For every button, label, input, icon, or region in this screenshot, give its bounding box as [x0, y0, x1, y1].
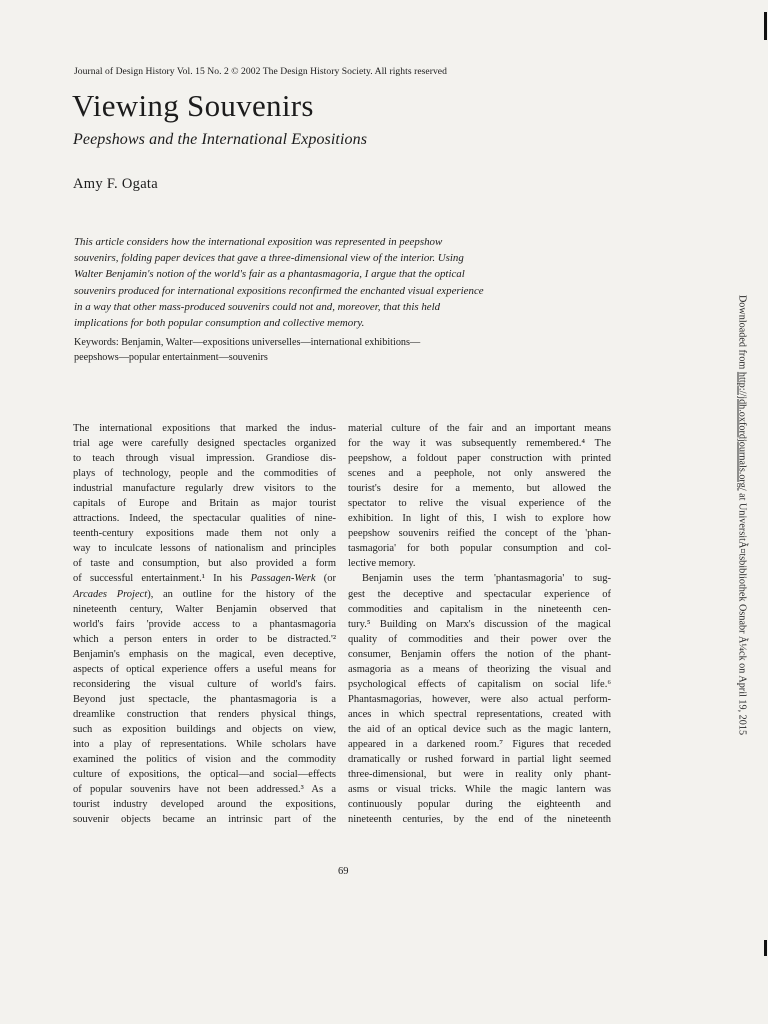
abstract-line: in a way that other mass-produced souvenirs could not and, moreover, that this held: [74, 300, 441, 313]
body-line: psychological effects of capitalism on social life.⁶: [348, 678, 611, 690]
body-line: the aid of an optical device such as the magic lantern,: [348, 723, 611, 735]
article-title: Viewing Souvenirs: [72, 88, 314, 123]
body-line: Phantasmagorias, however, were also actual perform-: [348, 693, 611, 705]
download-notice-suffix: at UniversitÃ¤tsbibliothek Osnabr Ã¼ck on April 19, 2015: [736, 490, 748, 736]
body-line: asms or visual tricks. While the magic lantern was: [348, 784, 611, 796]
body-line: commodities and capitalism in the nineteenth cen-: [348, 603, 611, 615]
body-line: reconsidering the visual culture of world's fairs.: [73, 678, 336, 690]
keywords-line: peepshows—popular entertainment—souvenirs: [74, 351, 268, 363]
body-line: way to inculcate lessons of nationalism and principles: [73, 543, 336, 555]
keywords: [74, 336, 494, 365]
keywords-text: Benjamin, Walter—expositions universelles—international exhibitions—: [118, 337, 421, 348]
body-line: attractions. Indeed, the spectacular qualities of nine-: [73, 513, 336, 525]
abstract-line: souvenirs produced for international expositions reconfirmed the enchanted visual experience: [74, 284, 484, 297]
abstract-line: This article considers how the international exposition was represented in peepshow: [74, 236, 443, 248]
body-line: Beyond just spectacle, the phantasmagoria is a: [73, 693, 336, 705]
body-line: quality of commodities and their power over the: [348, 633, 611, 645]
body-line: peepshow, a foldout paper construction with printed: [348, 453, 611, 465]
abstract-line: implications for both popular consumption and collective memory.: [74, 317, 365, 330]
body-line: of taste and consumption, but also provided a form: [73, 558, 336, 570]
body-line: plays of technology, people and the commodities of: [73, 468, 336, 480]
body-line: industrial manufacture regularly drew visitors to the: [73, 483, 336, 495]
body-line: scenes and a peephole, not only answered the: [348, 468, 611, 480]
body-line: aspects of optical experience offers a useful means for: [73, 663, 336, 675]
body-line: Arcades Project), an outline for the history of the: [73, 588, 336, 600]
body-column-right: [348, 421, 611, 827]
body-line: souvenir objects became an intrinsic part of the: [73, 814, 336, 826]
page-edge-mark: [764, 12, 767, 40]
body-line: such as exposition buildings and objects on view,: [73, 723, 336, 735]
body-line: tasmagoria' for both popular consumption and col-: [348, 543, 611, 555]
body-line: of successful entertainment.¹ In his Passagen-Werk (or: [73, 573, 336, 585]
body-line: appeared in a darkened room.⁷ Figures that receded: [348, 738, 611, 750]
body-line: world's fairs 'provide access to a phantasmagoria: [73, 618, 336, 630]
body-line: peepshow souvenirs reified the concept of the 'phan-: [348, 528, 611, 540]
body-line: tourist industry developed around the expositions,: [73, 799, 336, 811]
body-line: gest the deceptive and spectacular experience of: [348, 588, 611, 600]
body-line: to teach through visual impression. Grandiose dis-: [73, 453, 336, 465]
download-notice: [737, 295, 748, 735]
body-line: spectator to relive the visual experience of the: [348, 498, 611, 510]
download-notice-prefix: Downloaded from: [736, 294, 748, 372]
journal-citation: Journal of Design History Vol. 15 No. 2 © 2002 The Design History Society. All rights reserved: [74, 66, 447, 77]
body-line: tury.⁵ Building on Marx's discussion of the magical: [348, 618, 611, 630]
abstract-line: Walter Benjamin's notion of the world's fair as a phantasmagoria, I argue that the optical: [74, 268, 465, 281]
body-line: The international expositions that marked the indus-: [73, 423, 336, 434]
page-number: 69: [338, 866, 349, 877]
body-line: continuously popular during the eighteenth and: [348, 799, 611, 811]
body-line: tourist's desire for a memento, but allowed the: [348, 483, 611, 495]
abstract: [74, 234, 494, 331]
body-line: material culture of the fair and an important means: [348, 423, 611, 434]
journal-link[interactable]: http://jdh.oxfordjournals.org/: [736, 371, 748, 491]
body-line: trial age were carefully designed spectacles organized: [73, 438, 336, 450]
body-column-left: [73, 421, 336, 827]
abstract-line: souvenirs, folding paper devices that gave a three-dimensional view of the interior. Using: [74, 252, 464, 265]
keywords-line: [74, 336, 494, 351]
body-line: Benjamin uses the term 'phantasmagoria' to sug-: [362, 573, 611, 585]
body-line: examined the politics of vision and the commodity: [73, 754, 336, 766]
body-line: exhibition. In light of this, I wish to explore how: [348, 513, 611, 525]
body-line: consumer, Benjamin offers the notion of the phant-: [348, 648, 611, 660]
body-line: ances in which spectral representations, created with: [348, 708, 611, 720]
body-line: dreamlike construction that renders physical things,: [73, 708, 336, 720]
body-line: for the way it was subsequently remembered.⁴ The: [348, 438, 611, 450]
article-subtitle: Peepshows and the International Expositions: [73, 131, 368, 148]
keywords-label: Keywords:: [74, 337, 119, 348]
body-line: which a person enters in order to be distracted.'²: [73, 633, 336, 645]
body-line: nineteenth centuries, by the end of the nineteenth: [348, 814, 611, 826]
body-line: into a play of representations. While scholars have: [73, 738, 336, 750]
body-line: dramatically or rushed forward in partial light seemed: [348, 754, 611, 766]
body-line: capitals of Europe and Britain as major tourist: [73, 498, 336, 510]
body-line: lective memory.: [348, 558, 416, 570]
body-line: asmagoria as a means of theorizing the visual and: [348, 663, 611, 675]
author-name: Amy F. Ogata: [73, 176, 158, 192]
body-line: three-dimensional, but were in reality only phant-: [348, 769, 611, 781]
body-line: of popular souvenirs have not been addressed.³ As a: [73, 784, 336, 796]
body-line: teenth-century expositions made them not only a: [73, 528, 336, 540]
body-line: nineteenth century, Walter Benjamin observed that: [73, 603, 336, 615]
body-line: culture of expositions, the optical—and social—effects: [73, 769, 336, 781]
page-edge-mark: [764, 940, 767, 956]
body-line: Benjamin's emphasis on the magical, even deceptive,: [73, 648, 336, 660]
